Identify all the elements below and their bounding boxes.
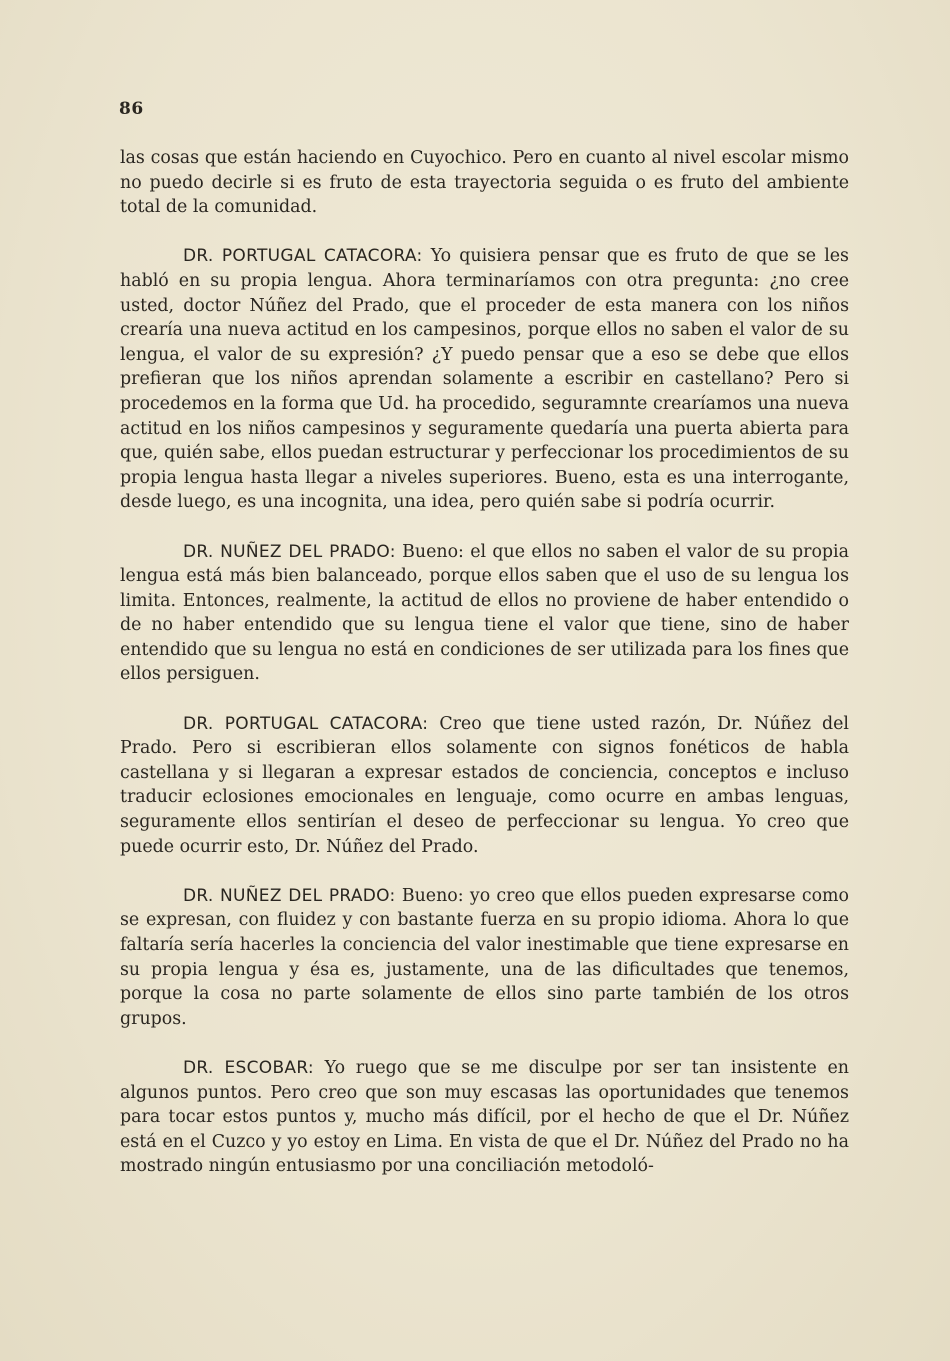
speaker-name: DR. ESCOBAR: [183, 1057, 314, 1078]
paragraph-text: las cosas que están haciendo en Cuyochico. Pero en cuanto al nivel escolar mismo no puedo decirle si es fruto de esta trayectoria seguida o es fruto del ambiente total de la comunidad. [120, 148, 849, 218]
speaker-name: DR. NUÑEZ DEL PRADO: [183, 541, 396, 562]
paragraph-text: Yo quisiera pensar que es fruto de que se les habló en su propia lengua. Ahora terminaríamos con otra pregunta: ¿no cree usted, doctor Núñez del Prado, que el proceder de esta manera con los niños crearía una nueva actitud en los campesinos, porque ellos no saben el valor de su lengua, el valor de su expresión? ¿Y puedo pensar que a eso se debe que ellos prefieran que los niños aprendan solamente a escribir en castellano? Pero si procedemos en la forma que Ud. ha procedido, seguramnte crearíamos una nueva actitud en los niños campesinos y seguramente quedaría una puerta abierta para que, quién sabe, ellos puedan estructurar y perfeccionar los procedimientos de su propia lengua hasta llegar a niveles superiores. Bueno, esta es una interrogante, desde luego, es una incognita, una idea, pero quién sabe si podría ocurrir. [120, 246, 849, 513]
page-number: 86 [119, 99, 144, 119]
speaker-name: DR. PORTUGAL CATACORA: [183, 246, 423, 267]
paragraph-gap [120, 220, 849, 245]
paragraph-text: Yo ruego que se me disculpe por ser tan insistente en algunos puntos. Pero creo que son muy escasas las oportunidades que tenemos para tocar estos puntos y, mucho más difícil, por el hecho de que el Dr. Núñez está en el Cuzco y yo estoy en Lima. En vista de que el Dr. Núñez del Prado no ha mostrado ningún entusiasmo por una conciliación metodoló- [120, 1057, 850, 1177]
paragraph-gap [120, 859, 849, 884]
paragraph-text: Bueno: yo creo que ellos pueden expresarse como se expresan, con fluidez y con bastante fuerza en su propio idioma. Ahora lo que faltaría sería hacerles la conciencia del valor inestimable que tiene expresarse en su propia lengua y ésa es, justamente, una de las dificultades que tenemos, porque la cosa no parte solamente de ellos sino parte también de los otros grupos. [120, 885, 850, 1029]
paragraph-continuation [120, 146, 849, 220]
page-body [120, 146, 849, 1179]
speaker-name: DR. PORTUGAL CATACORA: [183, 713, 429, 734]
paragraph-speech [120, 1056, 849, 1179]
paragraph-gap [120, 687, 849, 712]
paragraph-text: Bueno: el que ellos no saben el valor de su propia lengua está más bien balanceado, porque ellos saben que el uso de su lengua los limita. Entonces, realmente, la actitud de ellos no proviene de haber entendido o de no haber entendido que su lengua tiene el valor que tiene, sino de haber entendido que su lengua no está en condiciones de ser utilizada para los fines que ellos persiguen. [120, 541, 849, 685]
paragraph-speech [120, 540, 849, 688]
speaker-name: DR. NUÑEZ DEL PRADO: [183, 885, 396, 906]
paragraph-gap [120, 515, 849, 540]
paragraph-speech [120, 712, 849, 860]
paragraph-gap [120, 1031, 849, 1056]
paragraph-text: Creo que tiene usted razón, Dr. Núñez del Prado. Pero si escribieran ellos solamente con signos fonéticos de habla castellana y si llegaran a expresar estados de conciencia, conceptos e incluso traducir eclosiones emocionales en lenguaje, como ocurre en ambas lenguas, seguramente ellos sentirían el deseo de perfeccionar su lengua. Yo creo que puede ocurrir esto, Dr. Núñez del Prado. [120, 713, 849, 857]
paragraph-speech [120, 884, 849, 1032]
paragraph-speech [120, 244, 849, 515]
